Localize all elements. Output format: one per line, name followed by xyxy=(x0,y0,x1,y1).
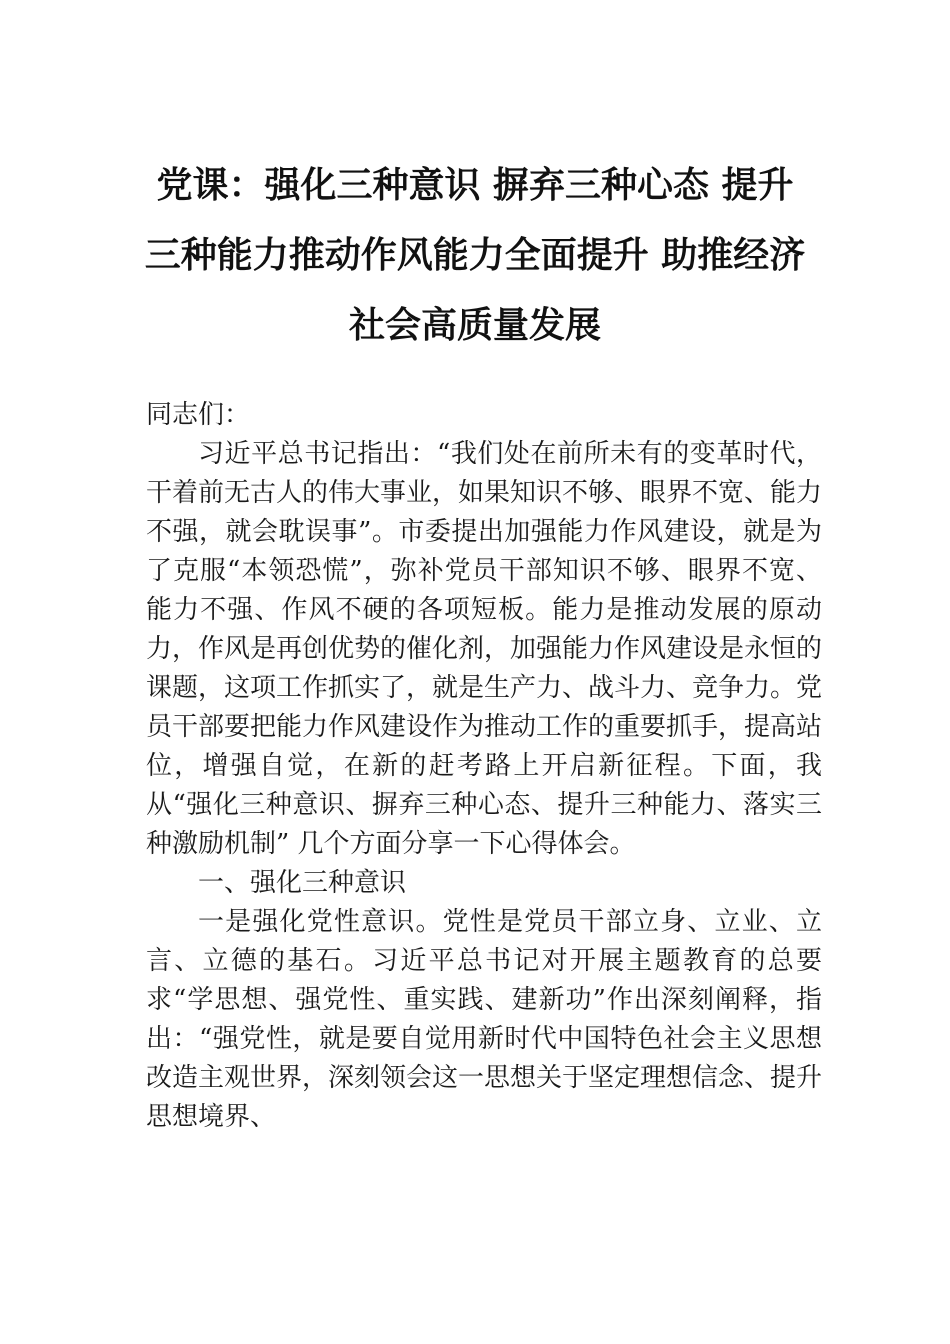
document-title xyxy=(140,150,810,360)
paragraph-party-spirit: 一是强化党性意识。党性是党员干部立身、立业、立言、立德的基石。习近平总书记对开展主题教育的总要求“学思想、强党性、重实践、建新功”作出深刻阐释，指出：“强党性，就是要自觉用新时代中国特色社会主义思想改造主观世界，深刻领会这一思想关于坚定理想信念、提升思想境界、 xyxy=(146,907,823,1132)
salutation: 同志们： xyxy=(146,400,251,430)
title-line-3: 社会高质量发展 xyxy=(348,304,601,346)
title-line-1: 党课：强化三种意识 摒弃三种心态 提升 xyxy=(156,164,794,206)
document-body xyxy=(146,396,822,1137)
paragraph-intro: 习近平总书记指出：“我们处在前所未有的变革时代，干着前无古人的伟大事业，如果知识不够、眼界不宽、能力不强，就会耽误事”。市委提出加强能力作风建设，就是为了克服“本领恐慌”，弥补党员干部知识不够、眼界不宽、能力不强、作风不硬的各项短板。能力是推动发展的原动力，作风是再创优势的催化剂，加强能力作风建设是永恒的课题，这项工作抓实了，就是生产力、战斗力、竞争力。党员干部要把能力作风建设作为推动工作的重要抓手，提高站位，增强自觉，在新的赶考路上开启新征程。下面，我从“强化三种意识、摒弃三种心态、提升三种能力、落实三种激励机制” 几个方面分享一下心得体会。 xyxy=(146,439,823,859)
section-heading: 一、强化三种意识 xyxy=(198,868,407,898)
title-line-2: 三种能力推动作风能力全面提升 助推经济 xyxy=(144,234,806,276)
